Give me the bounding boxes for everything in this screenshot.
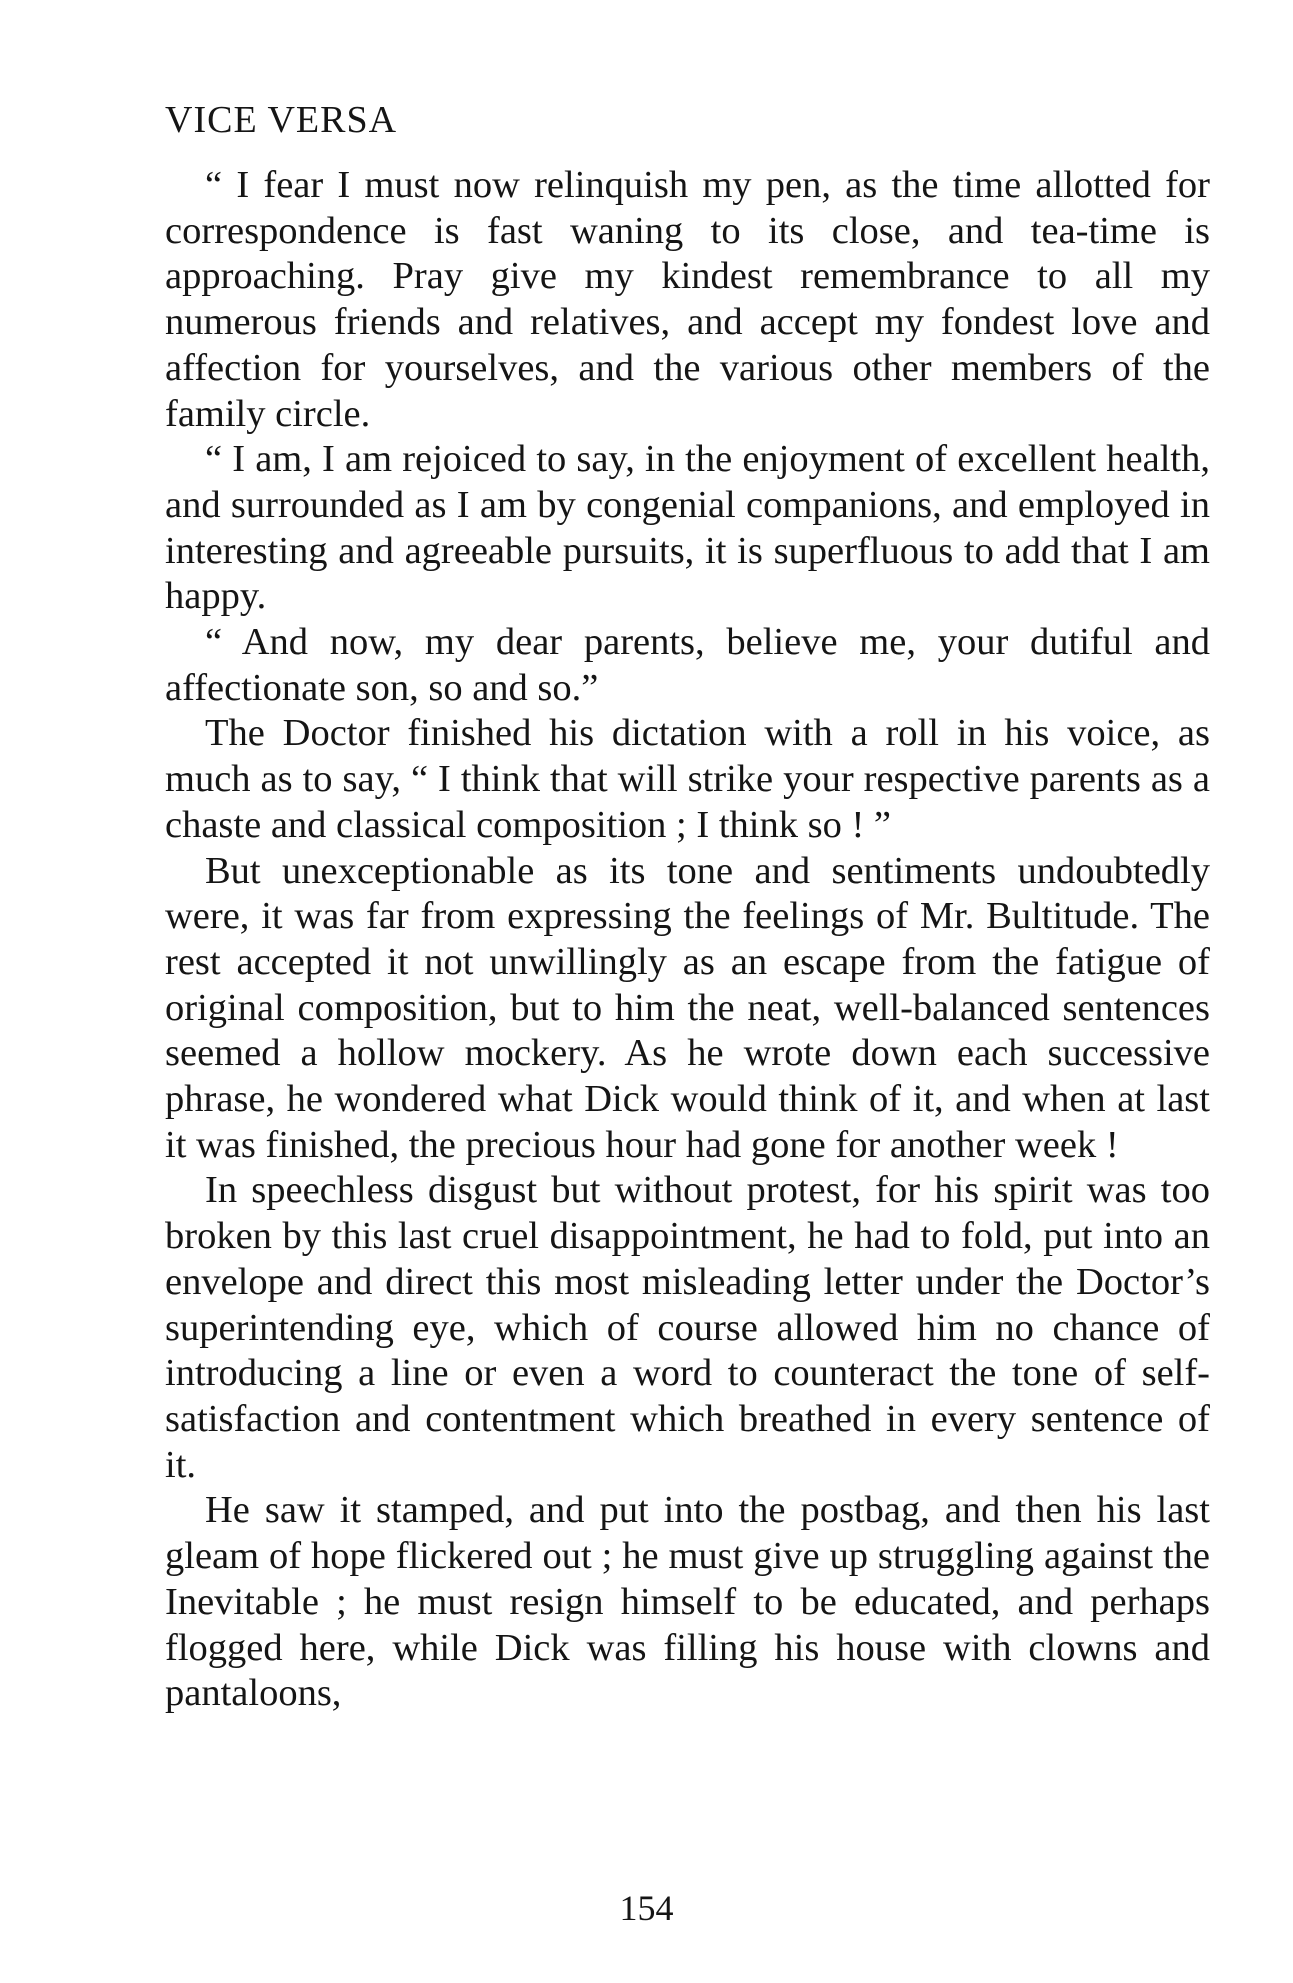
paragraph: “ And now, my dear parents, believe me, your dutiful and affectionate son, so and so.” xyxy=(165,621,1210,709)
paragraph: “ I fear I must now relinquish my pen, as the time allotted for correspondence is fast waning to its close, and tea-time is approaching. Pray give my kindest remembrance to all my numerous friends and relatives, and accept my fondest love and affection for yourselves, and the various other members of the family circle. xyxy=(165,164,1210,435)
paragraph: But unexceptionable as its tone and sentiments undoubtedly were, it was far from expressing the feelings of Mr. Bultitude. The rest accepted it not unwillingly as an escape from the fatigue of original composition, but to him the neat, well-balanced sentences seemed a hollow mockery. As he wrote down each successive phrase, he wondered what Dick would think of it, and when at last it was finished, the precious hour had gone for another week ! xyxy=(165,849,1210,1166)
paragraph: He saw it stamped, and put into the postbag, and then his last gleam of hope flickered out ; he must give up struggling against the Inevitable ; he must resign himself to be educated, and perhaps flogged here, while Dick was filling his house with clowns and pantaloons, xyxy=(165,1489,1210,1715)
paragraph: The Doctor finished his dictation with a roll in his voice, as much as to say, “ I think that will strike your respective parents as a chaste and classical composition ; I think so ! ” xyxy=(165,712,1210,846)
running-title: VICE VERSA xyxy=(165,99,398,141)
body-text xyxy=(165,163,1210,1717)
paragraph: “ I am, I am rejoiced to say, in the enjoyment of excellent health, and surrounded as I am by congenial companions, and employed in interesting and agreeable pursuits, it is superfluous to add that I am happy. xyxy=(165,438,1210,618)
page-number: 154 xyxy=(619,1888,674,1928)
paragraph: In speechless disgust but without protest, for his spirit was too broken by this last cruel disappointment, he had to fold, put into an envelope and direct this most misleading letter under the Doctor’s superintending eye, which of course allowed him no chance of introducing a line or even a word to counteract the tone of self-satisfaction and contentment which breathed in every sentence of it. xyxy=(165,1169,1210,1486)
